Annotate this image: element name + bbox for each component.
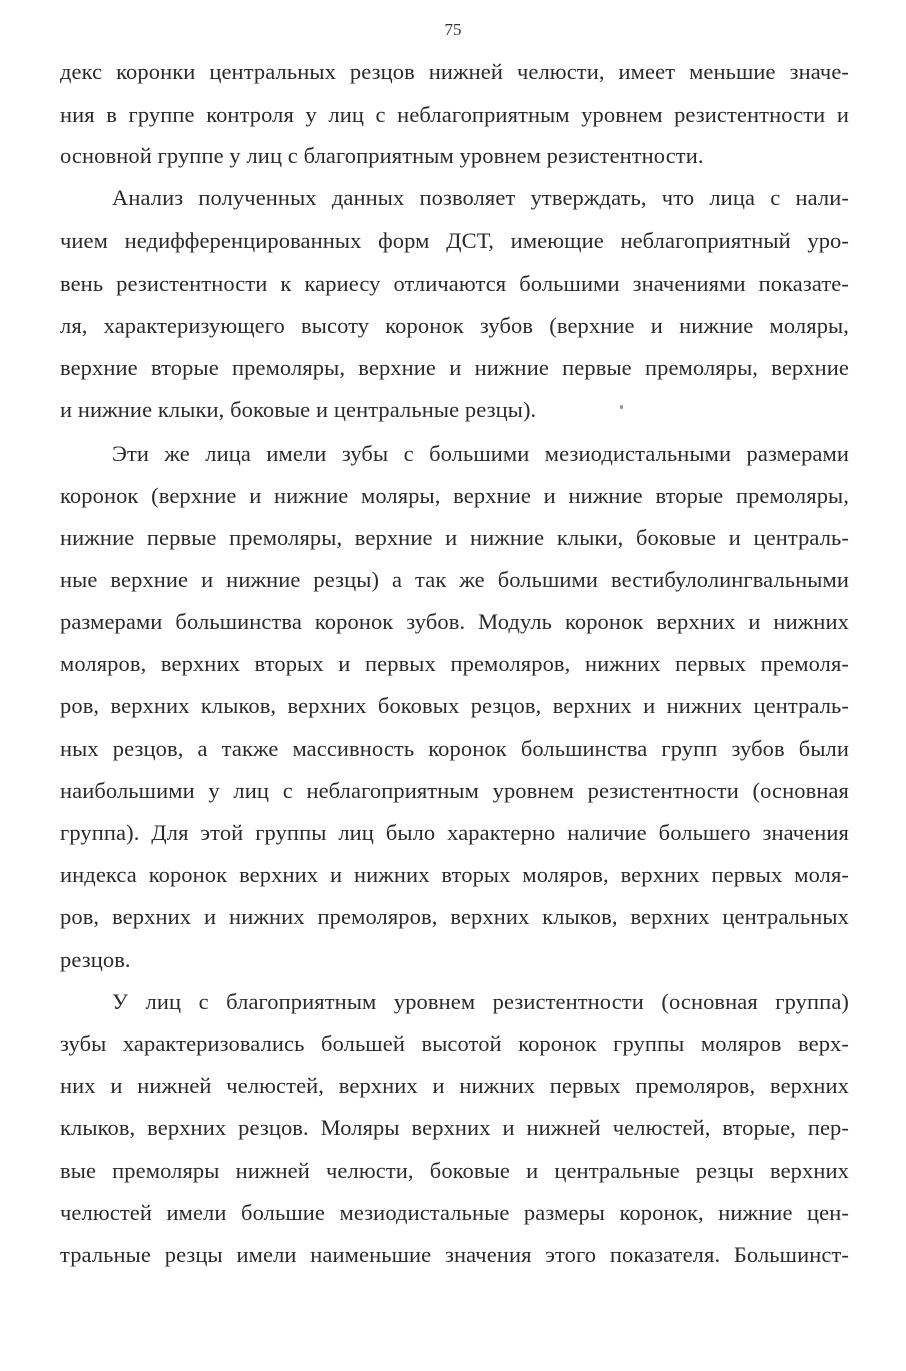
text-line: группа). Для этой группы лиц было характерно наличие большего значения bbox=[60, 820, 849, 845]
text-line: ные верхние и нижние резцы) а так же большими вестибулолингвальными bbox=[60, 567, 849, 592]
text-line: ров, верхних клыков, верхних боковых резцов, верхних и нижних централь- bbox=[60, 693, 849, 718]
text-line: резцов. bbox=[60, 947, 131, 972]
text-line: индекса коронок верхних и нижних вторых моляров, верхних первых моля- bbox=[60, 862, 849, 887]
text-line: наибольшими у лиц с неблагоприятным уровнем резистентности (основная bbox=[60, 778, 849, 803]
text-line: Анализ полученных данных позволяет утверждать, что лица с нали- bbox=[112, 185, 849, 210]
text-line: Эти же лица имели зубы с большими мезиодистальными размерами bbox=[112, 441, 849, 466]
text-line: ров, верхних и нижних премоляров, верхних клыков, верхних центральных bbox=[60, 904, 849, 929]
text-line: чием недифференцированных форм ДСТ, имеющие неблагоприятный уро- bbox=[60, 228, 849, 253]
text-line: клыков, верхних резцов. Моляры верхних и нижней челюстей, вторые, пер- bbox=[60, 1115, 849, 1140]
text-line: У лиц с благоприятным уровнем резистентности (основная группа) bbox=[112, 989, 849, 1014]
text-line: ных резцов, а также массивность коронок большинства групп зубов были bbox=[60, 736, 849, 761]
text-line: коронок (верхние и нижние моляры, верхние и нижние вторые премоляры, bbox=[60, 483, 849, 508]
text-line: вые премоляры нижней челюсти, боковые и центральные резцы верхних bbox=[60, 1158, 849, 1183]
text-line: верхние вторые премоляры, верхние и нижние первые премоляры, верхние bbox=[60, 355, 849, 380]
text-line: тральные резцы имели наименьшие значения этого показателя. Большинст- bbox=[60, 1242, 849, 1267]
text-line: ния в группе контроля у лиц с неблагоприятным уровнем резистентности и bbox=[60, 102, 849, 127]
text-line: зубы характеризовались большей высотой коронок группы моляров верх- bbox=[60, 1031, 849, 1056]
text-line: основной группе у лиц с благоприятным уровнем резистентности. bbox=[60, 143, 704, 168]
text-line: них и нижней челюстей, верхних и нижних первых премоляров, верхних bbox=[60, 1073, 849, 1098]
text-line: размерами большинства коронок зубов. Модуль коронок верхних и нижних bbox=[60, 609, 849, 634]
text-line: ля, характеризующего высоту коронок зубов (верхние и нижние моляры, bbox=[60, 313, 849, 338]
text-line: нижние первые премоляры, верхние и нижние клыки, боковые и централь- bbox=[60, 525, 849, 550]
text-line: и нижние клыки, боковые и центральные резцы). bbox=[60, 397, 537, 422]
text-line: моляров, верхних вторых и первых премоляров, нижних первых премоля- bbox=[60, 651, 849, 676]
text-line: вень резистентности к кариесу отличаются большими значениями показате- bbox=[60, 271, 849, 296]
scan-speck bbox=[620, 405, 623, 409]
text-line: декс коронки центральных резцов нижней челюсти, имеет меньшие значе- bbox=[60, 59, 849, 84]
text-line: челюстей имели большие мезиодистальные размеры коронок, нижние цен- bbox=[60, 1200, 849, 1225]
page-number: 75 bbox=[444, 20, 462, 39]
